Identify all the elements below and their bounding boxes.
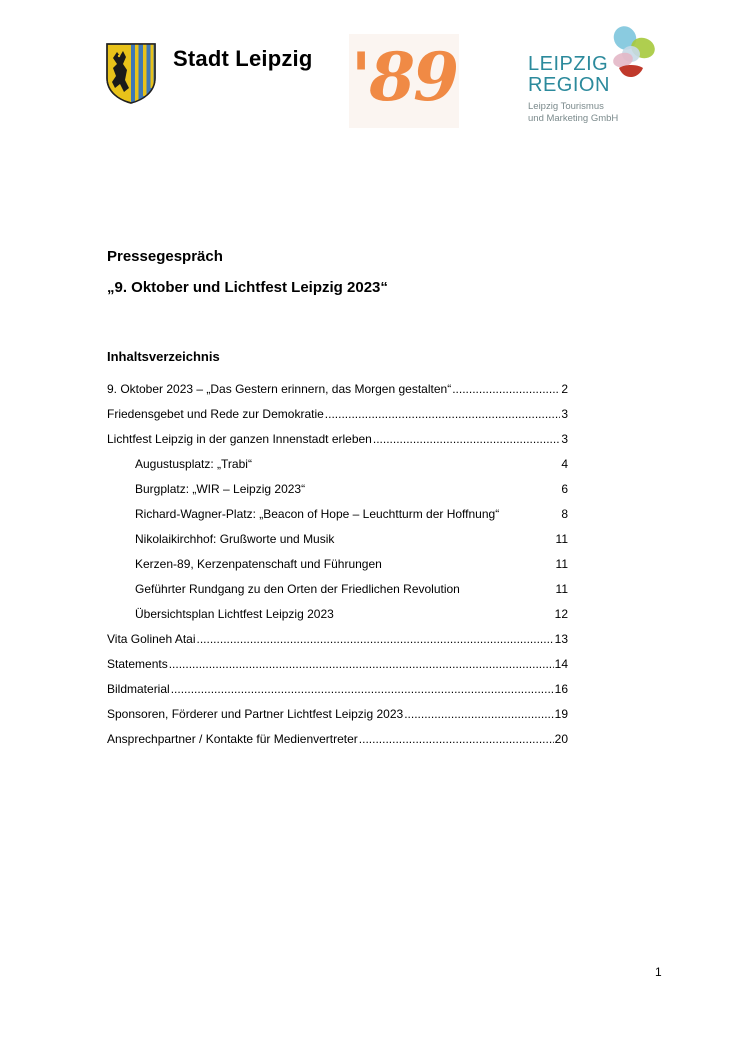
page-number: 1	[655, 965, 662, 979]
toc-entry-page: 16	[554, 682, 568, 696]
toc-leader	[325, 405, 561, 423]
toc-entry-page: 8	[561, 507, 568, 521]
toc-entry[interactable]	[107, 630, 568, 648]
toc-entry-page: 2	[561, 382, 568, 396]
toc-entry-page: 11	[555, 582, 568, 596]
toc-entry-label: Nikolaikirchhof: Grußworte und Musik	[135, 532, 335, 546]
stadt-leipzig-logo	[105, 42, 325, 104]
toc-entry-page: 12	[554, 607, 568, 621]
toc-subentry[interactable]	[135, 555, 568, 573]
toc-entry[interactable]	[107, 730, 568, 748]
toc-entry[interactable]	[107, 380, 568, 398]
toc-entry-page: 19	[554, 707, 568, 721]
toc-entry-label: Augustusplatz: „Trabi“	[135, 457, 252, 471]
toc-leader	[452, 380, 560, 398]
toc-entry[interactable]	[107, 405, 568, 423]
toc-subentry[interactable]	[135, 580, 568, 598]
toc-entry-label: Richard-Wagner-Platz: „Beacon of Hope – Leuchtturm der Hoffnung“	[135, 507, 500, 521]
toc-entry-page: 3	[561, 432, 568, 446]
toc-entry-page: 4	[561, 457, 568, 471]
toc-entry-label: Statements	[107, 657, 168, 671]
toc-entry-page: 11	[555, 532, 568, 546]
toc-entry-label: 9. Oktober 2023 – „Das Gestern erinnern, das Morgen gestalten“	[107, 382, 452, 396]
toc-leader	[404, 705, 553, 723]
toc-entry-label: Lichtfest Leipzig in der ganzen Innenstadt erleben	[107, 432, 372, 446]
toc-entry[interactable]	[107, 705, 568, 723]
anniversary-89-text: '89	[351, 38, 458, 116]
leipzig-region-logo	[513, 16, 663, 136]
toc-entry-label: Ansprechpartner / Kontakte für Medienvertreter	[107, 732, 358, 746]
toc-entry-label: Kerzen-89, Kerzenpatenschaft und Führungen	[135, 557, 382, 571]
toc-entry[interactable]	[107, 430, 568, 448]
toc-entry-label: Vita Golineh Atai	[107, 632, 196, 646]
toc-subentry[interactable]	[135, 505, 568, 523]
leipzig-coat-of-arms-icon	[105, 42, 157, 104]
document-title-line2: „9. Oktober und Lichtfest Leipzig 2023“	[107, 279, 388, 296]
toc-subentry[interactable]	[135, 455, 568, 473]
toc-entry-label: Geführter Rundgang zu den Orten der Friedlichen Revolution	[135, 582, 460, 596]
toc-entry-page: 13	[554, 632, 568, 646]
toc-heading: Inhaltsverzeichnis	[107, 349, 220, 364]
region-logo-line1: LEIPZIG	[528, 53, 609, 75]
toc-leader	[171, 680, 554, 698]
toc-entry-label: Sponsoren, Förderer und Partner Lichtfest Leipzig 2023	[107, 707, 404, 721]
stadt-leipzig-label: Stadt Leipzig	[173, 46, 313, 71]
toc-entry-label: Burgplatz: „WIR – Leipzig 2023“	[135, 482, 306, 496]
toc-leader	[359, 730, 554, 748]
toc-entry-page: 11	[555, 557, 568, 571]
toc-entry-page: 3	[561, 407, 568, 421]
toc-entry-page: 6	[561, 482, 568, 496]
toc-entry-page: 20	[554, 732, 568, 746]
toc-entry-label: Bildmaterial	[107, 682, 170, 696]
region-logo-subline1: Leipzig Tourismus	[528, 101, 604, 112]
toc-subentry[interactable]	[135, 530, 568, 548]
toc-leader	[169, 655, 554, 673]
region-logo-line2: REGION	[528, 74, 610, 96]
toc-entry-label: Friedensgebet und Rede zur Demokratie	[107, 407, 324, 421]
region-logo-subline2: und Marketing GmbH	[528, 113, 619, 124]
toc-subentry[interactable]	[135, 605, 568, 623]
toc-entry-label: Übersichtsplan Lichtfest Leipzig 2023	[135, 607, 334, 621]
anniversary-89-logo	[349, 34, 459, 128]
toc-entry[interactable]	[107, 680, 568, 698]
leipzig-region-leaf-icon	[611, 24, 661, 86]
toc-leader	[197, 630, 554, 648]
toc-entry[interactable]	[107, 655, 568, 673]
document-title-line1: Pressegespräch	[107, 248, 223, 265]
toc-leader	[373, 430, 560, 448]
toc-subentry[interactable]	[135, 480, 568, 498]
toc-entry-page: 14	[554, 657, 568, 671]
